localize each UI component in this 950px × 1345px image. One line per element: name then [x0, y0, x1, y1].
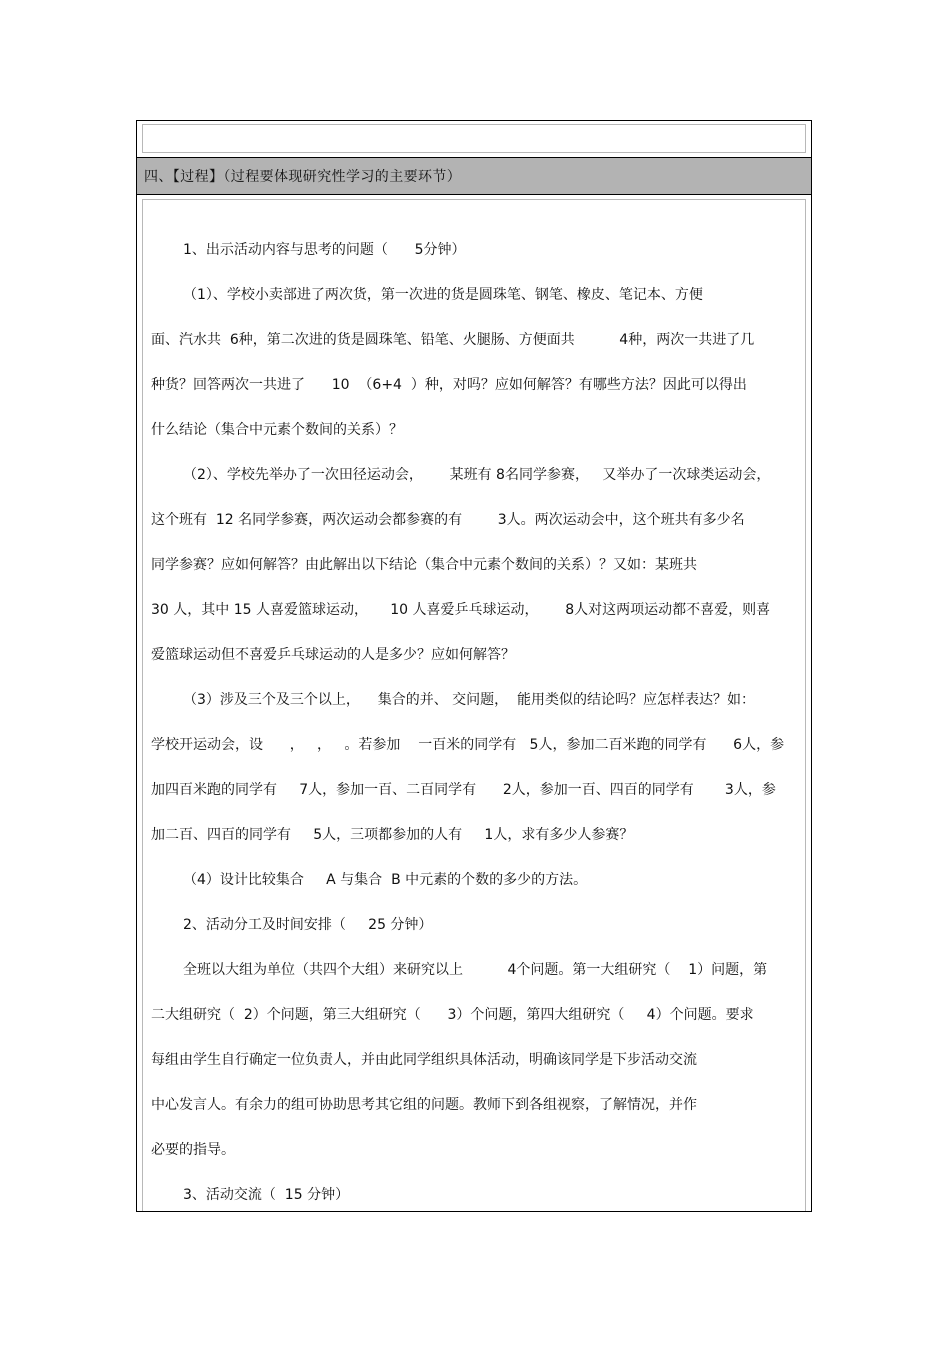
paragraph-line: 面、汽水共 6种，第二次进的货是圆珠笔、铅笔、火腿肠、方便面共 4种，两次一共进了几: [151, 332, 755, 348]
paragraph-line: 必要的指导。: [151, 1142, 235, 1158]
paragraph-line: （1）、学校小卖部进了两次货，第一次进的货是圆珠笔、钢笔、橡皮、笔记本、方便: [183, 287, 703, 303]
paragraph-line: 种货？回答两次一共进了 10 （6+4 ）种，对吗？应如何解答？有哪些方法？因此可以得出: [151, 377, 747, 393]
heading-1: 1、出示活动内容与思考的问题（ 5分钟）: [183, 242, 466, 258]
section-header: 四、【过程】（过程要体现研究性学习的主要环节）: [144, 169, 462, 185]
paragraph-line: 二大组研究（ 2）个问题，第三大组研究（ 3）个问题，第四大组研究（ 4）个问题。要求: [151, 1007, 754, 1023]
paragraph-line: 爱篮球运动但不喜爱乒乓球运动的人是多少？应如何解答？: [151, 647, 515, 663]
section-header-row: [137, 157, 811, 195]
paragraph-line: 同学参赛？应如何解答？由此解出以下结论（集合中元素个数间的关系）？又如：某班共: [151, 557, 697, 573]
paragraph-line: 每组由学生自行确定一位负责人，并由此同学组织具体活动，明确该同学是下步活动交流: [151, 1052, 697, 1068]
heading-3: 3、活动交流（ 15 分钟）: [183, 1187, 350, 1203]
paragraph-line: 加四百米跑的同学有 7人，参加一百、二百同学有 2人，参加一百、四百的同学有 3人，参: [151, 782, 776, 798]
paragraph-line: 加二百、四百的同学有 5人，三项都参加的人有 1人，求有多少人参赛？: [151, 827, 634, 843]
paragraph-line: 什么结论（集合中元素个数间的关系）？: [151, 422, 403, 438]
paragraph-line: 30 人，其中 15 人喜爱篮球运动， 10 人喜爱乒乓球运动， 8人对这两项运动都不喜爱，则喜: [151, 602, 771, 618]
paragraph-line: （3）涉及三个及三个以上， 集合的并、 交问题， 能用类似的结论吗？应怎样表达？如：: [183, 692, 756, 708]
document-table: [136, 120, 812, 1212]
paragraph-line: （4）设计比较集合 A 与集合 B 中元素的个数的多少的方法。: [183, 872, 588, 888]
heading-2: 2、活动分工及时间安排（ 25 分钟）: [183, 917, 433, 933]
process-content-cell: [142, 199, 806, 1211]
paragraph-line: 这个班有 12 名同学参赛，两次运动会都参赛的有 3人。两次运动会中，这个班共有多少名: [151, 512, 745, 528]
previous-section-cell: [142, 124, 806, 153]
paragraph-line: 中心发言人。有余力的组可协助思考其它组的问题。教师下到各组视察，了解情况，并作: [151, 1097, 697, 1113]
paragraph-line: （2）、学校先举办了一次田径运动会， 某班有 8名同学参赛， 又举办了一次球类运动会，: [183, 467, 771, 483]
paragraph-line: 学校开运动会，设 ， ， 。若参加 一百米的同学有 5人，参加二百米跑的同学有 6人，参: [151, 737, 785, 753]
paragraph-line: 全班以大组为单位（共四个大组）来研究以上 4个问题。第一大组研究（ 1）问题，第: [183, 962, 768, 978]
